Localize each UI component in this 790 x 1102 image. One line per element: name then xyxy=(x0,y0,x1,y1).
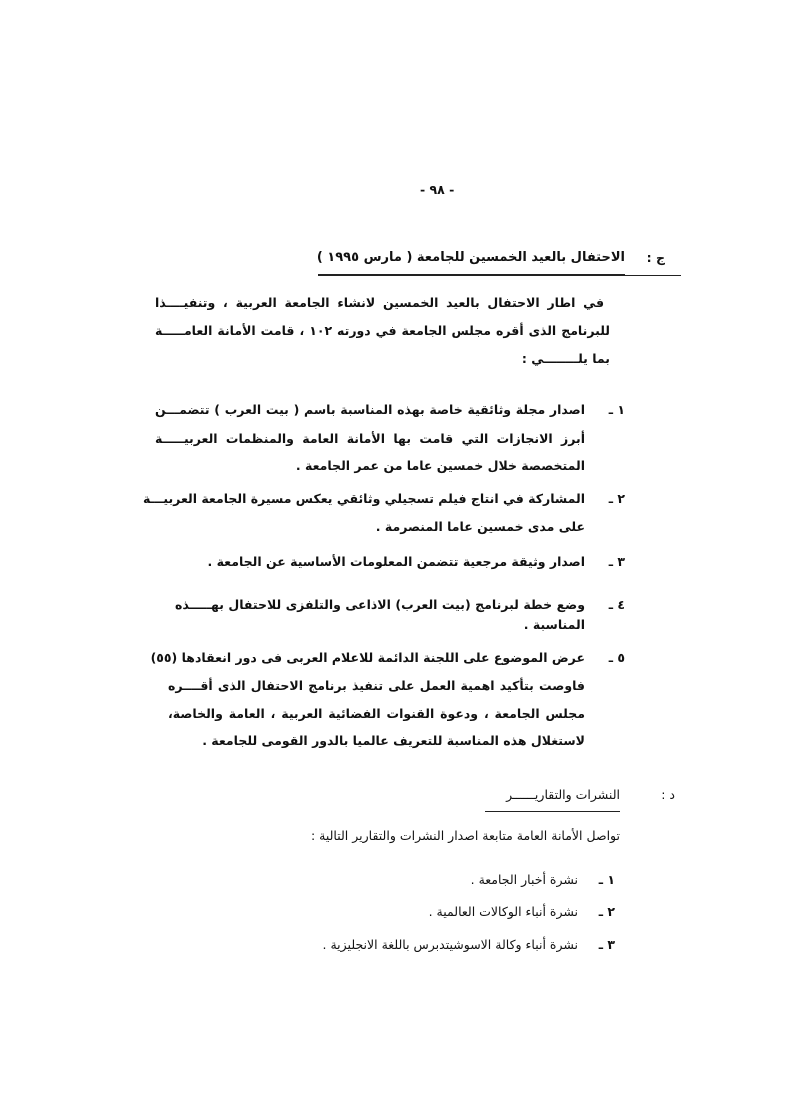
item-number: ٣ ـ xyxy=(608,554,625,569)
item-line: على مدى خمسين عاما المنصرمة . xyxy=(375,519,585,534)
item-line: اصدار وثيقة مرجعية تتضمن المعلومات الأساسية عن الجامعة . xyxy=(207,554,585,569)
intro-line: في اطار الاحتفال بالعيد الخمسين لانشاء الجامعة العربية ، وتنفيــــذا xyxy=(155,295,604,310)
item-number: ٣ ـ xyxy=(598,937,615,952)
item-line: مجلس الجامعة ، ودعوة القنوات الفضائية العربية ، العامة والخاصة، xyxy=(168,706,585,721)
section-d-intro: تواصل الأمانة العامة متابعة اصدار النشرات والتقارير التالية : xyxy=(310,828,620,843)
item-line: عرض الموضوع على اللجنة الدائمة للاعلام العربى فى دور انعقادها (٥٥) xyxy=(150,650,585,665)
page-number: - ٩٨ - xyxy=(420,182,455,197)
item-line: فاوصت بتأكيد اهمية العمل على تنفيذ برنامج الاحتفال الذى أقــــره xyxy=(168,678,585,693)
section-d-marker: د : xyxy=(661,787,675,802)
item-number: ٢ ـ xyxy=(608,491,625,506)
item-line: المناسبة . xyxy=(523,617,585,632)
item-line: المتخصصة خلال خمسين عاما من عمر الجامعة . xyxy=(295,458,585,473)
item-line: وضع خطة لبرنامج (بيت العرب) الاذاعى والتلفزى للاحتفال بهـــــذه xyxy=(175,597,585,612)
item-number: ٤ ـ xyxy=(608,597,625,612)
item-line: لاستغلال هذه المناسبة للتعريف عالميا بالدور القومى للجامعة . xyxy=(202,733,585,748)
item-number: ١ ـ xyxy=(608,402,625,417)
bulletin-item: نشرة أنباء وكالة الاسوشيتدبرس باللغة الانجليزية . xyxy=(322,937,578,952)
item-number: ٢ ـ xyxy=(598,904,615,919)
bulletin-item: نشرة أنباء الوكالات العالمية . xyxy=(428,904,578,919)
intro-line: بما يلــــــــي : xyxy=(521,351,610,366)
item-number: ٥ ـ xyxy=(608,650,625,665)
item-line: المشاركة في انتاج فيلم تسجيلي وثائقي يعكس مسيرة الجامعة العربيـــة xyxy=(142,491,585,506)
item-line: اصدار مجلة وثائقية خاصة بهذه المناسبة باسم ( بيت العرب ) تتضمـــن xyxy=(155,402,585,417)
intro-line: للبرنامج الذى أقره مجلس الجامعة في دورته ١٠٢ ، قامت الأمانة العامـــــة xyxy=(155,323,610,338)
item-line: أبرز الانجازات التي قامت بها الأمانة العامة والمنظمات العربيـــــة xyxy=(155,431,585,446)
section-d-title: النشرات والتقاريــــــر xyxy=(506,787,620,802)
item-number: ١ ـ xyxy=(598,872,615,887)
section-j-marker: ج : xyxy=(646,250,665,265)
section-j-title-underline xyxy=(318,274,625,276)
section-d-title-underline xyxy=(485,811,620,812)
bulletin-item: نشرة أخبار الجامعة . xyxy=(470,872,578,887)
section-j-title: الاحتفال بالعيد الخمسين للجامعة ( مارس ١٩٩٥ ) xyxy=(316,250,625,265)
